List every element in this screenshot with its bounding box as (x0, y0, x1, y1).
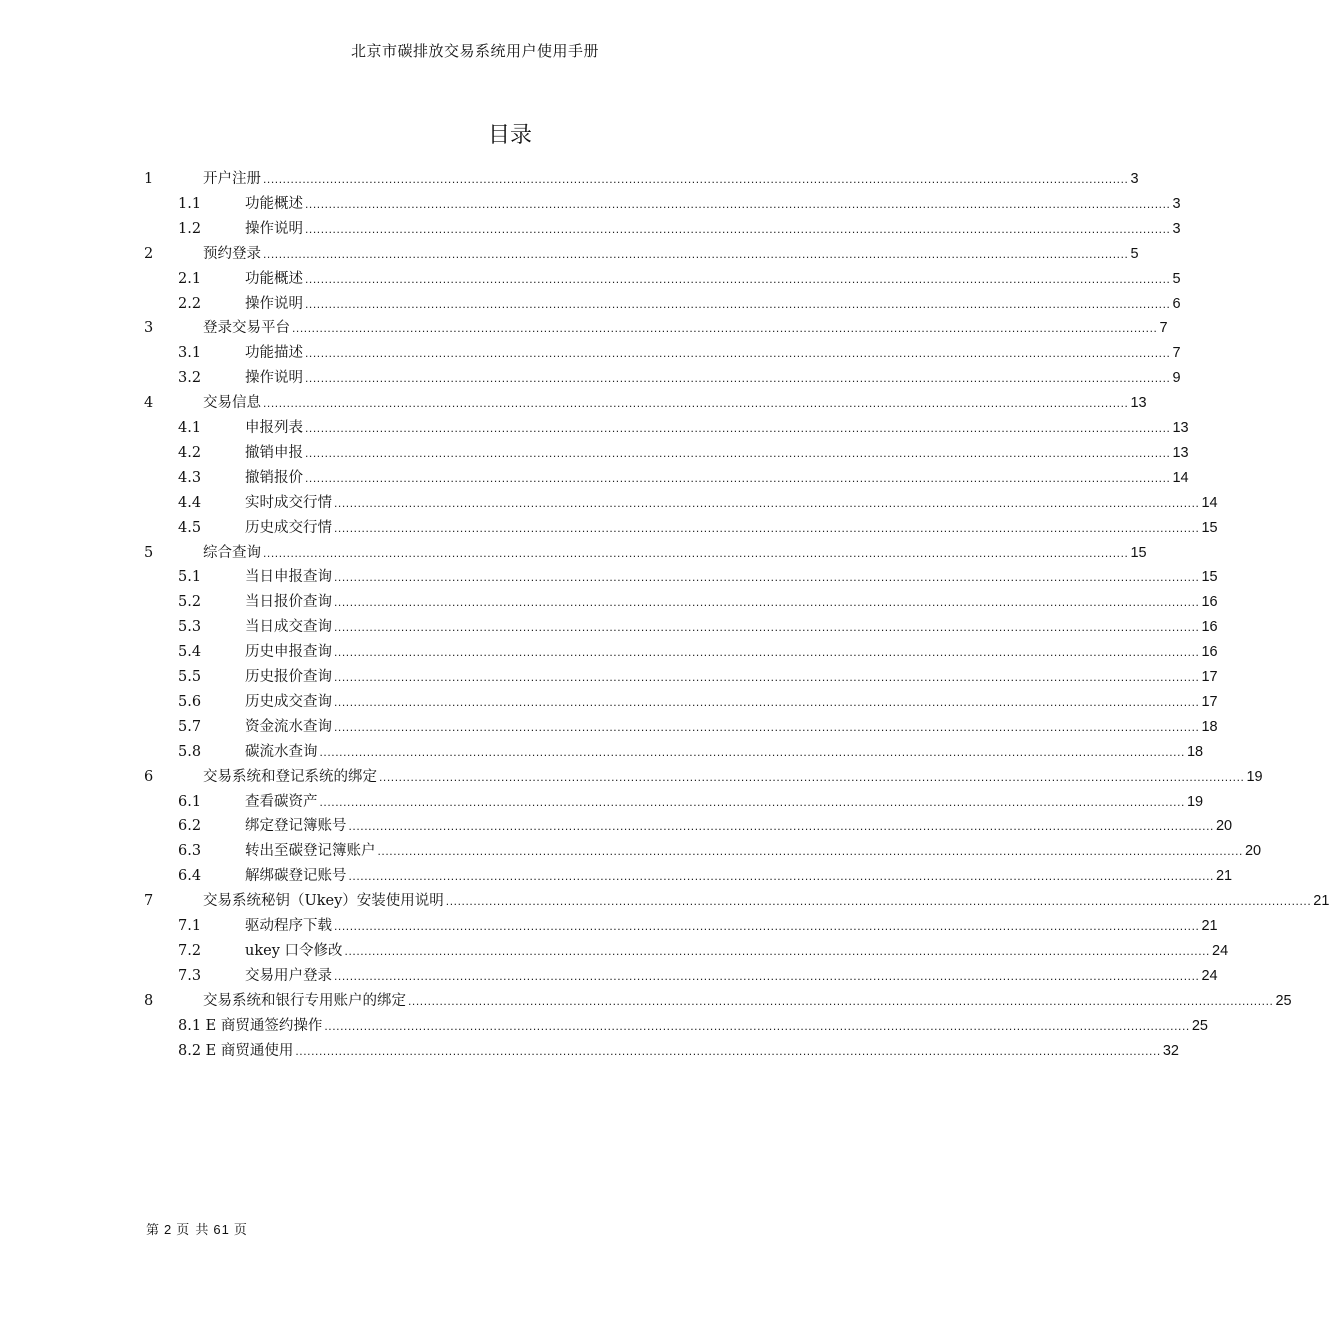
toc-entry-number: 5.1 (178, 569, 202, 586)
toc-entry-number: 7.2 (178, 942, 202, 959)
toc-entry-body (245, 466, 1189, 491)
page-footer (146, 1219, 248, 1238)
toc-entry-number: 4.1 (178, 420, 202, 436)
toc-entry-page: 9 (1172, 370, 1181, 387)
toc-leader-dots: ............................................................................................................................................................................................................................ (348, 819, 1214, 834)
toc-leader-dots: ............................................................................................................................................................................................................................ (334, 670, 1200, 684)
toc-leader-dots: ............................................................................................................................................................................................................................ (305, 196, 1171, 211)
toc-entry[interactable] (0, 217, 1181, 242)
toc-entry-label: 实时成交行情 (245, 494, 332, 511)
toc-entry-body (245, 615, 1218, 640)
toc-leader-dots: ............................................................................................................................................................................................................................ (334, 645, 1200, 660)
toc-entry[interactable] (0, 516, 1218, 541)
toc-entry-label: 功能描述 (245, 345, 303, 362)
toc-entry-body (245, 516, 1218, 541)
toc-entry-label: 交易信息 (203, 395, 261, 412)
toc-entry-body (245, 416, 1189, 441)
toc-leader-dots: ............................................................................................................................................................................................................................ (292, 321, 1158, 336)
toc-entry-page: 15 (1201, 569, 1218, 586)
toc-leader-dots: ............................................................................................................................................................................................................................ (334, 694, 1200, 709)
toc-entry-page: 15 (1201, 519, 1218, 536)
toc-entry[interactable] (0, 839, 1262, 864)
toc-entry-body (245, 441, 1189, 466)
toc-entry[interactable] (0, 1014, 1208, 1039)
page-header: 北京市碳排放交易系统用户使用手册 (350, 42, 599, 60)
toc-entry-label: ukey 口令修改 (245, 942, 343, 959)
toc-leader-dots: ............................................................................................................................................................................................................................ (305, 371, 1171, 386)
toc-leader-dots: ............................................................................................................................................................................................................................ (334, 570, 1200, 585)
toc-entry-number: 7 (144, 893, 154, 910)
toc-leader-dots: ............................................................................................................................................................................................................................ (324, 1018, 1190, 1033)
toc-entry-label: 交易用户登录 (245, 967, 332, 984)
toc-title: 目录 (487, 123, 532, 148)
footer-total-pages: 61 (213, 1222, 230, 1237)
toc-leader-dots: ............................................................................................................................................................................................................................ (305, 346, 1171, 361)
toc-entry-page: 17 (1201, 669, 1218, 685)
toc-entry-body (245, 565, 1218, 590)
toc-entry-number: 4.2 (178, 444, 202, 461)
toc-entry-number: 1 (144, 171, 154, 187)
toc-entry-page: 16 (1201, 644, 1218, 661)
toc-entry[interactable] (0, 790, 1204, 815)
toc-entry-page: 15 (1130, 544, 1147, 561)
toc-entry[interactable] (0, 1039, 1179, 1064)
toc-entry-body (245, 590, 1218, 615)
toc-leader-dots: ............................................................................................................................................................................................................................ (263, 172, 1129, 186)
toc-leader-dots: ............................................................................................................................................................................................................................ (263, 246, 1129, 261)
toc-leader-dots: ............................................................................................................................................................................................................................ (305, 221, 1171, 236)
toc-entry-label: 综合查询 (203, 544, 261, 561)
toc-entry-label: 申报列表 (245, 420, 303, 436)
toc-entry-page: 19 (1246, 768, 1263, 785)
toc-entry-body (245, 292, 1181, 317)
toc-leader-dots: ............................................................................................................................................................................................................................ (305, 445, 1171, 460)
toc-entry[interactable] (0, 740, 1204, 765)
toc-entry-number: 4.5 (178, 519, 202, 536)
toc-entry-label: 操作说明 (245, 370, 303, 387)
toc-entry-number: 7.3 (178, 967, 202, 984)
toc-leader-dots: ............................................................................................................................................................................................................................ (379, 769, 1245, 784)
toc-leader-dots: ............................................................................................................................................................................................................................ (445, 894, 1312, 909)
toc-entry-label: 交易系统和登记系统的绑定 (203, 768, 377, 785)
footer-current-page: 2 (164, 1222, 173, 1237)
toc-entry-label: 历史报价查询 (245, 669, 332, 685)
toc-entry-page: 20 (1244, 843, 1262, 860)
toc-entry[interactable] (0, 267, 1181, 292)
toc-entry-page: 7 (1172, 345, 1181, 362)
toc-entry-page: 21 (1215, 868, 1233, 885)
toc-entry-body (245, 864, 1233, 889)
toc-entry-label: 8.2 E 商贸通使用 (178, 1042, 294, 1059)
toc-entry-page: 7 (1159, 320, 1168, 337)
toc-entry-label: 历史申报查询 (245, 644, 332, 661)
toc-entry-page: 25 (1275, 992, 1292, 1009)
toc-entry-page: 16 (1201, 594, 1218, 611)
toc-leader-dots: ............................................................................................................................................................................................................................ (334, 495, 1200, 510)
toc-entry-number: 2.1 (178, 270, 202, 287)
toc-leader-dots: ............................................................................................................................................................................................................................ (334, 968, 1200, 983)
toc-entry[interactable] (0, 964, 1218, 989)
toc-entry-body (178, 1014, 1208, 1039)
toc-entry-label: 操作说明 (245, 220, 303, 237)
toc-entry-page: 14 (1172, 469, 1189, 486)
toc-entry[interactable] (0, 292, 1181, 317)
toc-entry-body (245, 366, 1181, 391)
toc-entry-page: 16 (1201, 619, 1218, 636)
toc-entry-label: 当日申报查询 (245, 569, 332, 586)
toc-entry-number: 2.2 (178, 295, 202, 312)
toc-entry[interactable] (0, 316, 1168, 341)
toc-entry[interactable] (0, 665, 1218, 690)
toc-entry-number: 2 (144, 245, 154, 262)
toc-leader-dots: ............................................................................................................................................................................................................................ (263, 545, 1129, 560)
toc-entry-number: 7.1 (178, 918, 202, 934)
toc-entry-number: 5 (144, 544, 154, 561)
toc-entry-page: 18 (1201, 718, 1218, 735)
toc-entry-page: 18 (1186, 743, 1204, 760)
toc-entry-body (245, 814, 1233, 839)
footer-prefix: 第 (146, 1223, 161, 1238)
toc-entry-page: 24 (1212, 942, 1229, 959)
toc-entry-label: 交易系统和银行专用账户的绑定 (203, 992, 406, 1009)
toc-entry-label: 操作说明 (245, 295, 303, 312)
toc-entry[interactable] (0, 366, 1181, 391)
toc-entry-label: 8.1 E 商贸通签约操作 (178, 1017, 323, 1034)
toc-entry-number: 1.1 (178, 195, 202, 212)
toc-entry-body (245, 964, 1218, 989)
toc-entry-number: 5.7 (178, 718, 202, 735)
toc-entry-number: 5.2 (178, 594, 202, 611)
toc-entry-page: 13 (1172, 420, 1189, 436)
toc-leader-dots: ............................................................................................................................................................................................................................ (295, 1043, 1161, 1058)
toc-entry-body (245, 491, 1218, 516)
toc-entry-label: 碳流水查询 (245, 743, 318, 760)
toc-entry[interactable] (0, 466, 1189, 491)
toc-entry-label: 功能概述 (245, 270, 303, 287)
toc-entry-body (178, 1039, 1179, 1064)
footer-suffix: 页 (233, 1223, 248, 1238)
toc-entry-number: 8 (144, 992, 154, 1009)
toc-entry[interactable] (0, 814, 1233, 839)
toc-entry[interactable] (0, 167, 1139, 192)
toc-entry-label: 撤销报价 (245, 469, 303, 486)
toc-entry-body (245, 939, 1229, 964)
toc-entry-body (245, 192, 1181, 217)
toc-entry-page: 3 (1172, 220, 1181, 237)
toc-entry[interactable] (0, 590, 1218, 615)
toc-entry-label: 交易系统秘钥（Ukey）安装使用说明 (203, 893, 444, 910)
toc-entry[interactable] (0, 715, 1218, 740)
toc-entry-label: 驱动程序下载 (245, 918, 332, 934)
toc-entry-label: 功能概述 (245, 195, 303, 212)
toc-entry-body (245, 640, 1218, 665)
toc-entry-label: 解绑碳登记账号 (245, 868, 347, 885)
toc-entry[interactable] (0, 864, 1233, 889)
toc-leader-dots: ............................................................................................................................................................................................................................ (305, 470, 1171, 485)
toc-leader-dots: ............................................................................................................................................................................................................................ (305, 421, 1171, 435)
toc-entry-page: 5 (1172, 270, 1181, 287)
toc-entry-body (245, 690, 1218, 715)
toc-entry[interactable] (0, 914, 1218, 939)
toc-entry-label: 历史成交行情 (245, 519, 332, 536)
toc-entry-label: 绑定登记簿账号 (245, 818, 347, 835)
toc-entry-number: 3 (144, 320, 154, 337)
toc-entry-page: 20 (1215, 818, 1233, 835)
toc-entry-label: 开户注册 (203, 171, 261, 187)
toc-entry-body (245, 740, 1204, 765)
toc-entry-number: 4.4 (178, 494, 202, 511)
toc-leader-dots: ............................................................................................................................................................................................................................ (263, 396, 1129, 411)
toc-entry[interactable] (0, 441, 1189, 466)
toc-entry-page: 24 (1201, 967, 1218, 984)
toc-entry-body (245, 839, 1262, 864)
toc-entry[interactable] (0, 765, 1263, 790)
toc-leader-dots: ............................................................................................................................................................................................................................ (334, 595, 1200, 610)
toc-entry-number: 4 (144, 395, 154, 412)
toc-entry-body (245, 790, 1204, 815)
toc-entry-body (245, 665, 1218, 690)
toc-entry-label: 转出至碳登记簿账户 (245, 843, 376, 860)
toc-entry-page: 5 (1130, 245, 1139, 262)
toc-leader-dots: ............................................................................................................................................................................................................................ (319, 794, 1185, 809)
toc-leader-dots: ............................................................................................................................................................................................................................ (344, 943, 1210, 958)
toc-entry-page: 19 (1186, 793, 1204, 810)
toc-entry-number: 5.3 (178, 619, 202, 636)
toc-leader-dots: ............................................................................................................................................................................................................................ (408, 993, 1274, 1008)
toc-entry-body (245, 267, 1181, 292)
toc-entry-page: 13 (1172, 444, 1189, 461)
toc-entry-body (203, 242, 1139, 267)
toc-leader-dots: ............................................................................................................................................................................................................................ (305, 271, 1171, 286)
toc-entry-body (203, 391, 1147, 416)
toc-entry-number: 5.5 (178, 669, 202, 685)
toc-entry-number: 6.1 (178, 793, 202, 810)
toc-entry-label: 撤销申报 (245, 444, 303, 461)
toc-leader-dots: ............................................................................................................................................................................................................................ (334, 719, 1200, 734)
toc-entry-number: 5.4 (178, 644, 202, 661)
toc-leader-dots: ............................................................................................................................................................................................................................ (348, 869, 1214, 884)
toc-entry-label: 当日报价查询 (245, 594, 332, 611)
toc-entry[interactable] (0, 491, 1218, 516)
toc-entry-number: 5.6 (178, 693, 202, 710)
toc-leader-dots: ............................................................................................................................................................................................................................ (334, 520, 1200, 535)
toc-entry-body (245, 715, 1218, 740)
toc-entry-label: 历史成交查询 (245, 693, 332, 710)
toc-entry-number: 6.4 (178, 868, 202, 885)
toc-entry-page: 3 (1172, 195, 1181, 212)
toc-entry-body (203, 541, 1147, 566)
footer-mid2: 共 (195, 1223, 210, 1238)
toc-entry-page: 14 (1201, 494, 1218, 511)
toc-entry[interactable] (0, 416, 1189, 441)
toc-entry-page: 13 (1130, 395, 1147, 412)
toc-entry[interactable] (0, 615, 1218, 640)
toc-entry-number: 4.3 (178, 469, 202, 486)
toc-entry-label: 预约登录 (203, 245, 261, 262)
toc-entry-page: 3 (1130, 171, 1139, 187)
toc-entry-number: 6.3 (178, 843, 202, 860)
toc-leader-dots: ............................................................................................................................................................................................................................ (305, 296, 1171, 311)
toc-entry-body (245, 914, 1218, 939)
toc-entry[interactable] (0, 690, 1218, 715)
toc-entry[interactable] (0, 391, 1147, 416)
toc-entry-label: 登录交易平台 (203, 320, 290, 337)
toc-leader-dots: ............................................................................................................................................................................................................................ (334, 919, 1200, 933)
toc-entry-body (203, 765, 1263, 790)
toc-entry[interactable] (0, 640, 1218, 665)
footer-mid1: 页 (176, 1223, 191, 1238)
toc-entry[interactable] (0, 939, 1229, 964)
toc-entry[interactable] (0, 341, 1181, 366)
toc-entry-page: 6 (1172, 295, 1181, 312)
toc-leader-dots: ............................................................................................................................................................................................................................ (377, 844, 1243, 859)
toc-leader-dots: ............................................................................................................................................................................................................................ (319, 744, 1185, 759)
toc-entry-body (203, 316, 1168, 341)
toc-entry[interactable] (0, 242, 1139, 267)
toc-entry-page: 21 (1201, 918, 1218, 934)
toc-entry-page: 21 (1313, 893, 1329, 910)
toc-entry-number: 3.1 (178, 345, 202, 362)
toc-entry-body (245, 341, 1181, 366)
toc-entry-label: 查看碳资产 (245, 793, 318, 810)
toc-entry[interactable] (0, 989, 1292, 1014)
toc-entry-page: 25 (1191, 1017, 1208, 1034)
toc-entry-label: 当日成交查询 (245, 619, 332, 636)
toc-entry-number: 1.2 (178, 220, 202, 237)
toc-entry-body (245, 217, 1181, 242)
toc-entry-page: 17 (1201, 693, 1218, 710)
toc-entry-label: 资金流水查询 (245, 718, 332, 735)
toc-entry[interactable] (0, 541, 1147, 566)
toc-entry[interactable] (0, 565, 1218, 590)
toc-entry[interactable] (0, 889, 1329, 914)
toc-entry[interactable] (0, 192, 1181, 217)
toc-entry-number: 3.2 (178, 370, 202, 387)
toc-entry-number: 6.2 (178, 818, 202, 835)
toc-entry-number: 5.8 (178, 743, 202, 760)
toc-entry-number: 6 (144, 768, 154, 785)
toc-entry-page: 32 (1162, 1042, 1179, 1059)
toc-entry-body (203, 889, 1329, 914)
toc-entry-body (203, 989, 1292, 1014)
toc-entry-body (203, 167, 1139, 192)
toc-leader-dots: ............................................................................................................................................................................................................................ (334, 620, 1200, 635)
